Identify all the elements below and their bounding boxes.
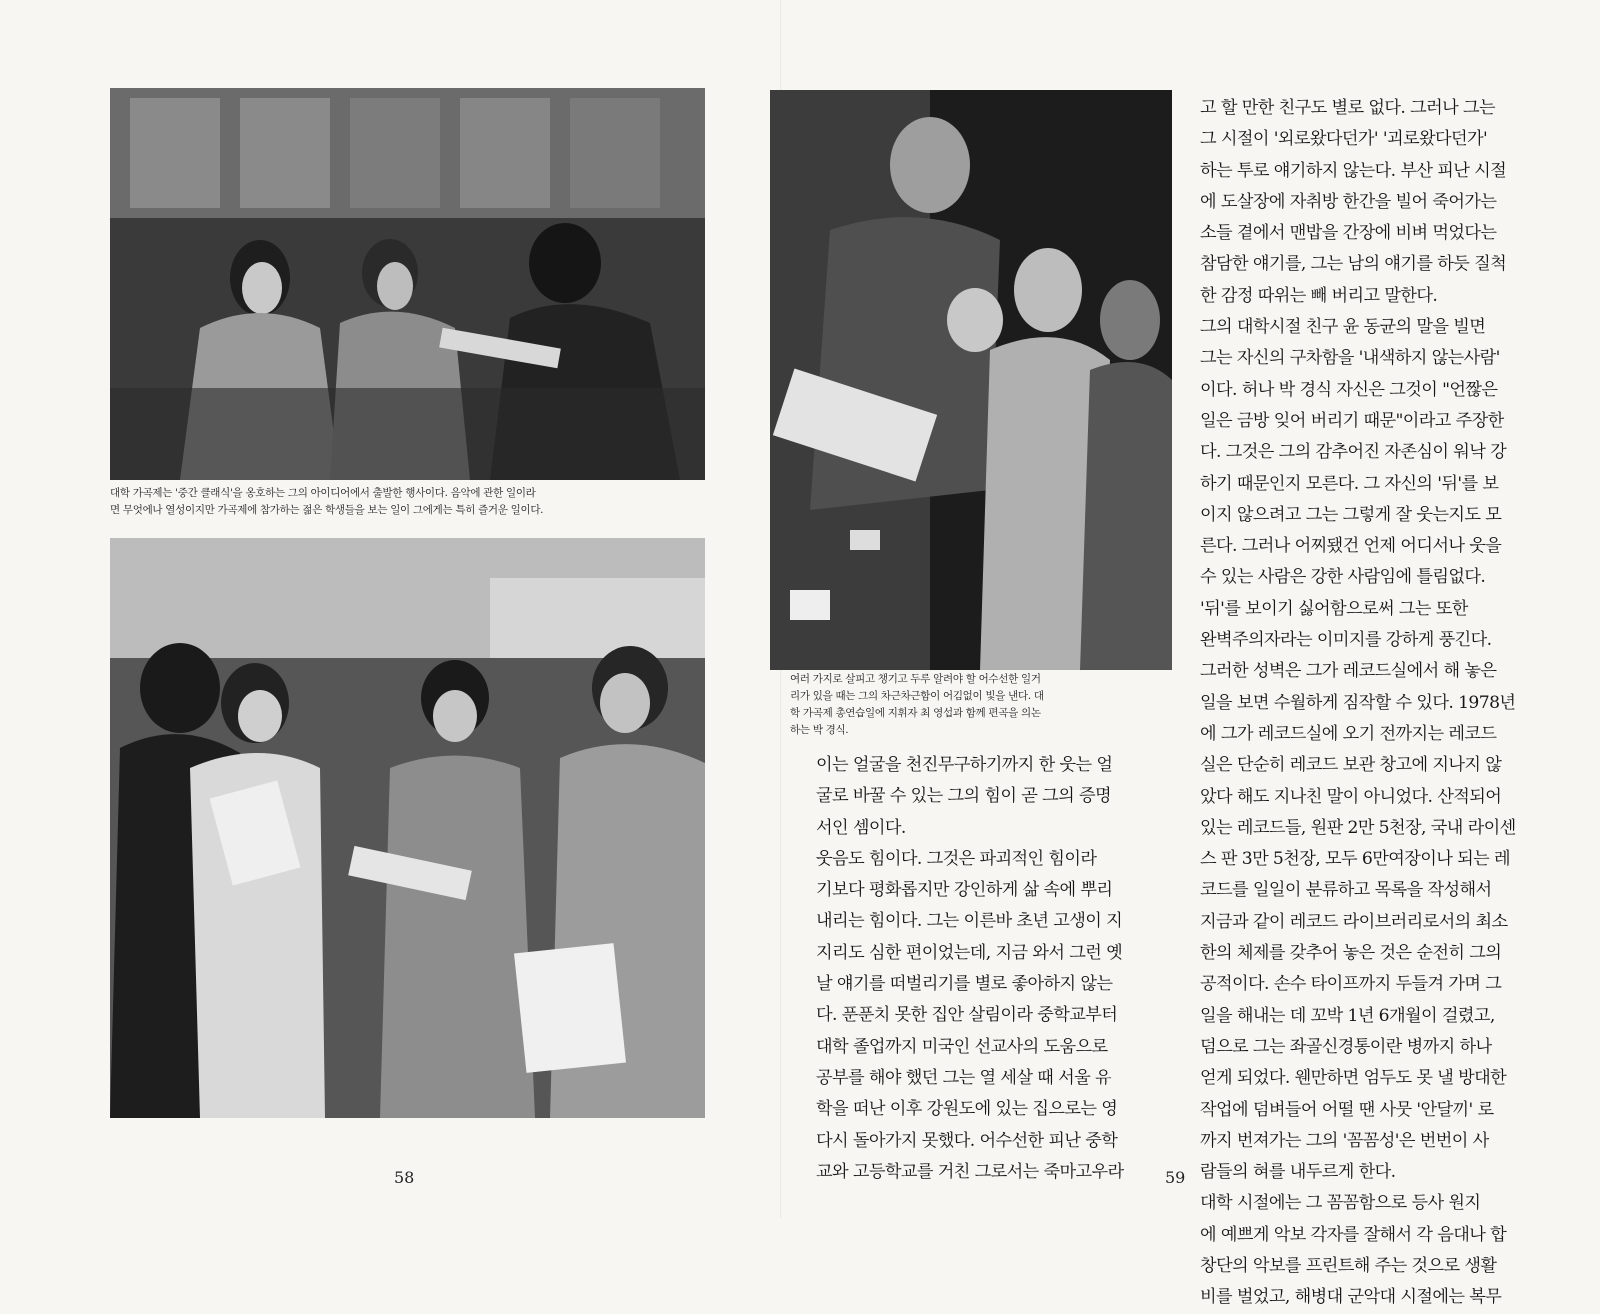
text-line: 한 감정 따위는 빼 버리고 말한다. <box>1200 285 1438 306</box>
text-line: 한의 체제를 갖추어 놓은 것은 순전히 그의 <box>1200 943 1502 964</box>
caption-line: 하는 박 경식. <box>790 724 849 736</box>
body-text-column-2 <box>1200 93 1560 1314</box>
text-line: 이지 않으려고 그는 그렇게 잘 웃는지도 모 <box>1200 504 1502 525</box>
text-line: 일을 보면 수월하게 짐작할 수 있다. 1978년 <box>1200 692 1516 713</box>
text-line: 하는 투로 얘기하지 않는다. 부산 피난 시절 <box>1200 160 1507 181</box>
text-line: 굴로 바꿀 수 있는 그의 힘이 곧 그의 증명 <box>816 786 1111 807</box>
text-line: 른다. 그러나 어찌됐건 언제 어디서나 웃을 <box>1200 536 1502 557</box>
page-number-right: 59 <box>1165 1168 1186 1187</box>
text-line: 코드를 일일이 분류하고 목록을 작성해서 <box>1200 880 1492 901</box>
text-line: 다시 돌아가지 못했다. 어수선한 피난 중학 <box>816 1130 1118 1151</box>
text-line: 하기 때문인지 모른다. 그 자신의 '뒤'를 보 <box>1200 473 1499 494</box>
text-line: 이는 얼굴을 천진무구하기까지 한 웃는 얼 <box>816 755 1113 775</box>
text-line: 다. 푼푼치 못한 집안 살림이라 중학교부터 <box>816 1005 1118 1026</box>
text-line: 내리는 힘이다. 그는 이른바 초년 고생이 지 <box>816 911 1123 932</box>
text-line: 있는 레코드들, 원판 2만 5천장, 국내 라이센 <box>1200 817 1516 838</box>
text-line: 웃음도 힘이다. 그것은 파괴적인 힘이라 <box>816 848 1097 869</box>
text-line: 창단의 악보를 프린트해 주는 것으로 생활 <box>1200 1255 1497 1276</box>
text-line: 공적이다. 손수 타이프까지 두들겨 가며 그 <box>1200 974 1502 995</box>
text-line: 그는 자신의 구차함을 '내색하지 않는사람' <box>1200 348 1500 369</box>
text-line: 에 도살장에 자취방 한간을 빌어 죽어가는 <box>1200 191 1497 212</box>
text-line: 실은 단순히 레코드 보관 창고에 지나지 않 <box>1200 755 1502 776</box>
text-line: 람들의 혀를 내두르게 한다. <box>1200 1162 1396 1183</box>
text-line: 덤으로 그는 좌골신경통이란 병까지 하나 <box>1200 1036 1492 1057</box>
text-line: 수 있는 사람은 강한 사람임에 틀림없다. <box>1200 567 1486 588</box>
text-line: 학을 떠난 이후 강원도에 있는 집으로는 영 <box>816 1099 1118 1120</box>
text-line: 기보다 평화롭지만 강인하게 삶 속에 뿌리 <box>816 880 1113 901</box>
text-line: 소들 곁에서 맨밥을 간장에 비벼 먹었다는 <box>1200 223 1497 244</box>
text-line: 참담한 얘기를, 그는 남의 얘기를 하듯 질척 <box>1200 254 1507 275</box>
text-line: 지금과 같이 레코드 라이브러리로서의 최소 <box>1200 911 1508 932</box>
caption-line: 학 가곡제 총연습일에 지휘자 최 영섭과 함께 편곡을 의논 <box>790 707 1041 719</box>
text-line: 스 판 3만 5천장, 모두 6만여장이나 되는 레 <box>1200 849 1510 870</box>
text-line: 이다. 허나 박 경식 자신은 그것이 "언짢은 <box>1200 379 1498 400</box>
photo-group-discussion <box>110 538 705 1118</box>
photo-score-arrangement <box>770 90 1172 670</box>
body-text-column-1 <box>816 750 1176 1188</box>
text-line: 날 얘기를 떠벌리기를 별로 좋아하지 않는 <box>816 974 1113 995</box>
text-line: 에 예쁘게 악보 각자를 잘해서 각 음대나 합 <box>1200 1224 1507 1245</box>
text-line: 에 그가 레코드실에 오기 전까지는 레코드 <box>1200 723 1497 744</box>
page-number-left: 58 <box>394 1168 415 1187</box>
text-line: 았다 해도 지나친 말이 아니었다. 산적되어 <box>1200 786 1502 807</box>
photo-caption-top <box>110 485 710 519</box>
text-line: 까지 번져가는 그의 '꼼꼼성'은 번번이 사 <box>1200 1130 1489 1151</box>
caption-line: 대학 가곡제는 '중간 클래식'을 옹호하는 그의 아이디어에서 출발한 행사이다. 음악에 관한 일이라 <box>110 487 536 499</box>
text-line: 다. 그것은 그의 감추어진 자존심이 워낙 강 <box>1200 442 1507 463</box>
text-line: 얻게 되었다. 웬만하면 엄두도 못 낼 방대한 <box>1200 1068 1507 1089</box>
photo-caption-right <box>790 671 1180 739</box>
text-line: 그의 대학시절 친구 윤 동균의 말을 빌면 <box>1200 317 1486 338</box>
text-line: 대학 시절에는 그 꼼꼼함으로 등사 원지 <box>1200 1193 1481 1214</box>
text-line: 지리도 심한 편이었는데, 지금 와서 그런 옛 <box>816 942 1123 963</box>
text-line: 비를 벌었고, 해병대 군악대 시절에는 복무 <box>1200 1287 1502 1308</box>
text-line: 교와 고등학교를 거친 그로서는 죽마고우라 <box>816 1161 1124 1182</box>
text-line: 일을 해내는 데 꼬박 1년 6개월이 걸렸고, <box>1200 1005 1495 1026</box>
text-line: 그 시절이 '외로왔다던가' '괴로왔다던가' <box>1200 129 1488 150</box>
text-line: 서인 셈이다. <box>816 817 906 838</box>
text-line: 그러한 성벽은 그가 레코드실에서 해 놓은 <box>1200 661 1497 682</box>
text-line: 작업에 덤벼들어 어떨 땐 사뭇 '안달끼' 로 <box>1200 1099 1494 1120</box>
text-line: '뒤'를 보이기 싫어함으로써 그는 또한 <box>1200 598 1468 619</box>
text-line: 대학 졸업까지 미국인 선교사의 도움으로 <box>816 1036 1108 1057</box>
text-line: 공부를 해야 했던 그는 열 세살 때 서울 유 <box>816 1067 1111 1088</box>
caption-line: 면 무엇에나 열성이지만 가곡제에 참가하는 젊은 학생들을 보는 일이 그에게는 특히 즐거운 일이다. <box>110 504 544 516</box>
caption-line: 리가 있을 때는 그의 차근차근함이 어김없이 빛을 낸다. 대 <box>790 690 1044 702</box>
caption-line: 여러 가지로 살피고 챙기고 두루 알려야 할 어수선한 일거 <box>790 673 1041 685</box>
photo-song-festival-meeting <box>110 88 705 480</box>
text-line: 일은 금방 잊어 버리기 때문"이라고 주장한 <box>1200 410 1504 431</box>
text-line: 고 할 만한 친구도 별로 없다. 그러나 그는 <box>1200 98 1495 118</box>
text-line: 완벽주의자라는 이미지를 강하게 풍긴다. <box>1200 630 1492 651</box>
